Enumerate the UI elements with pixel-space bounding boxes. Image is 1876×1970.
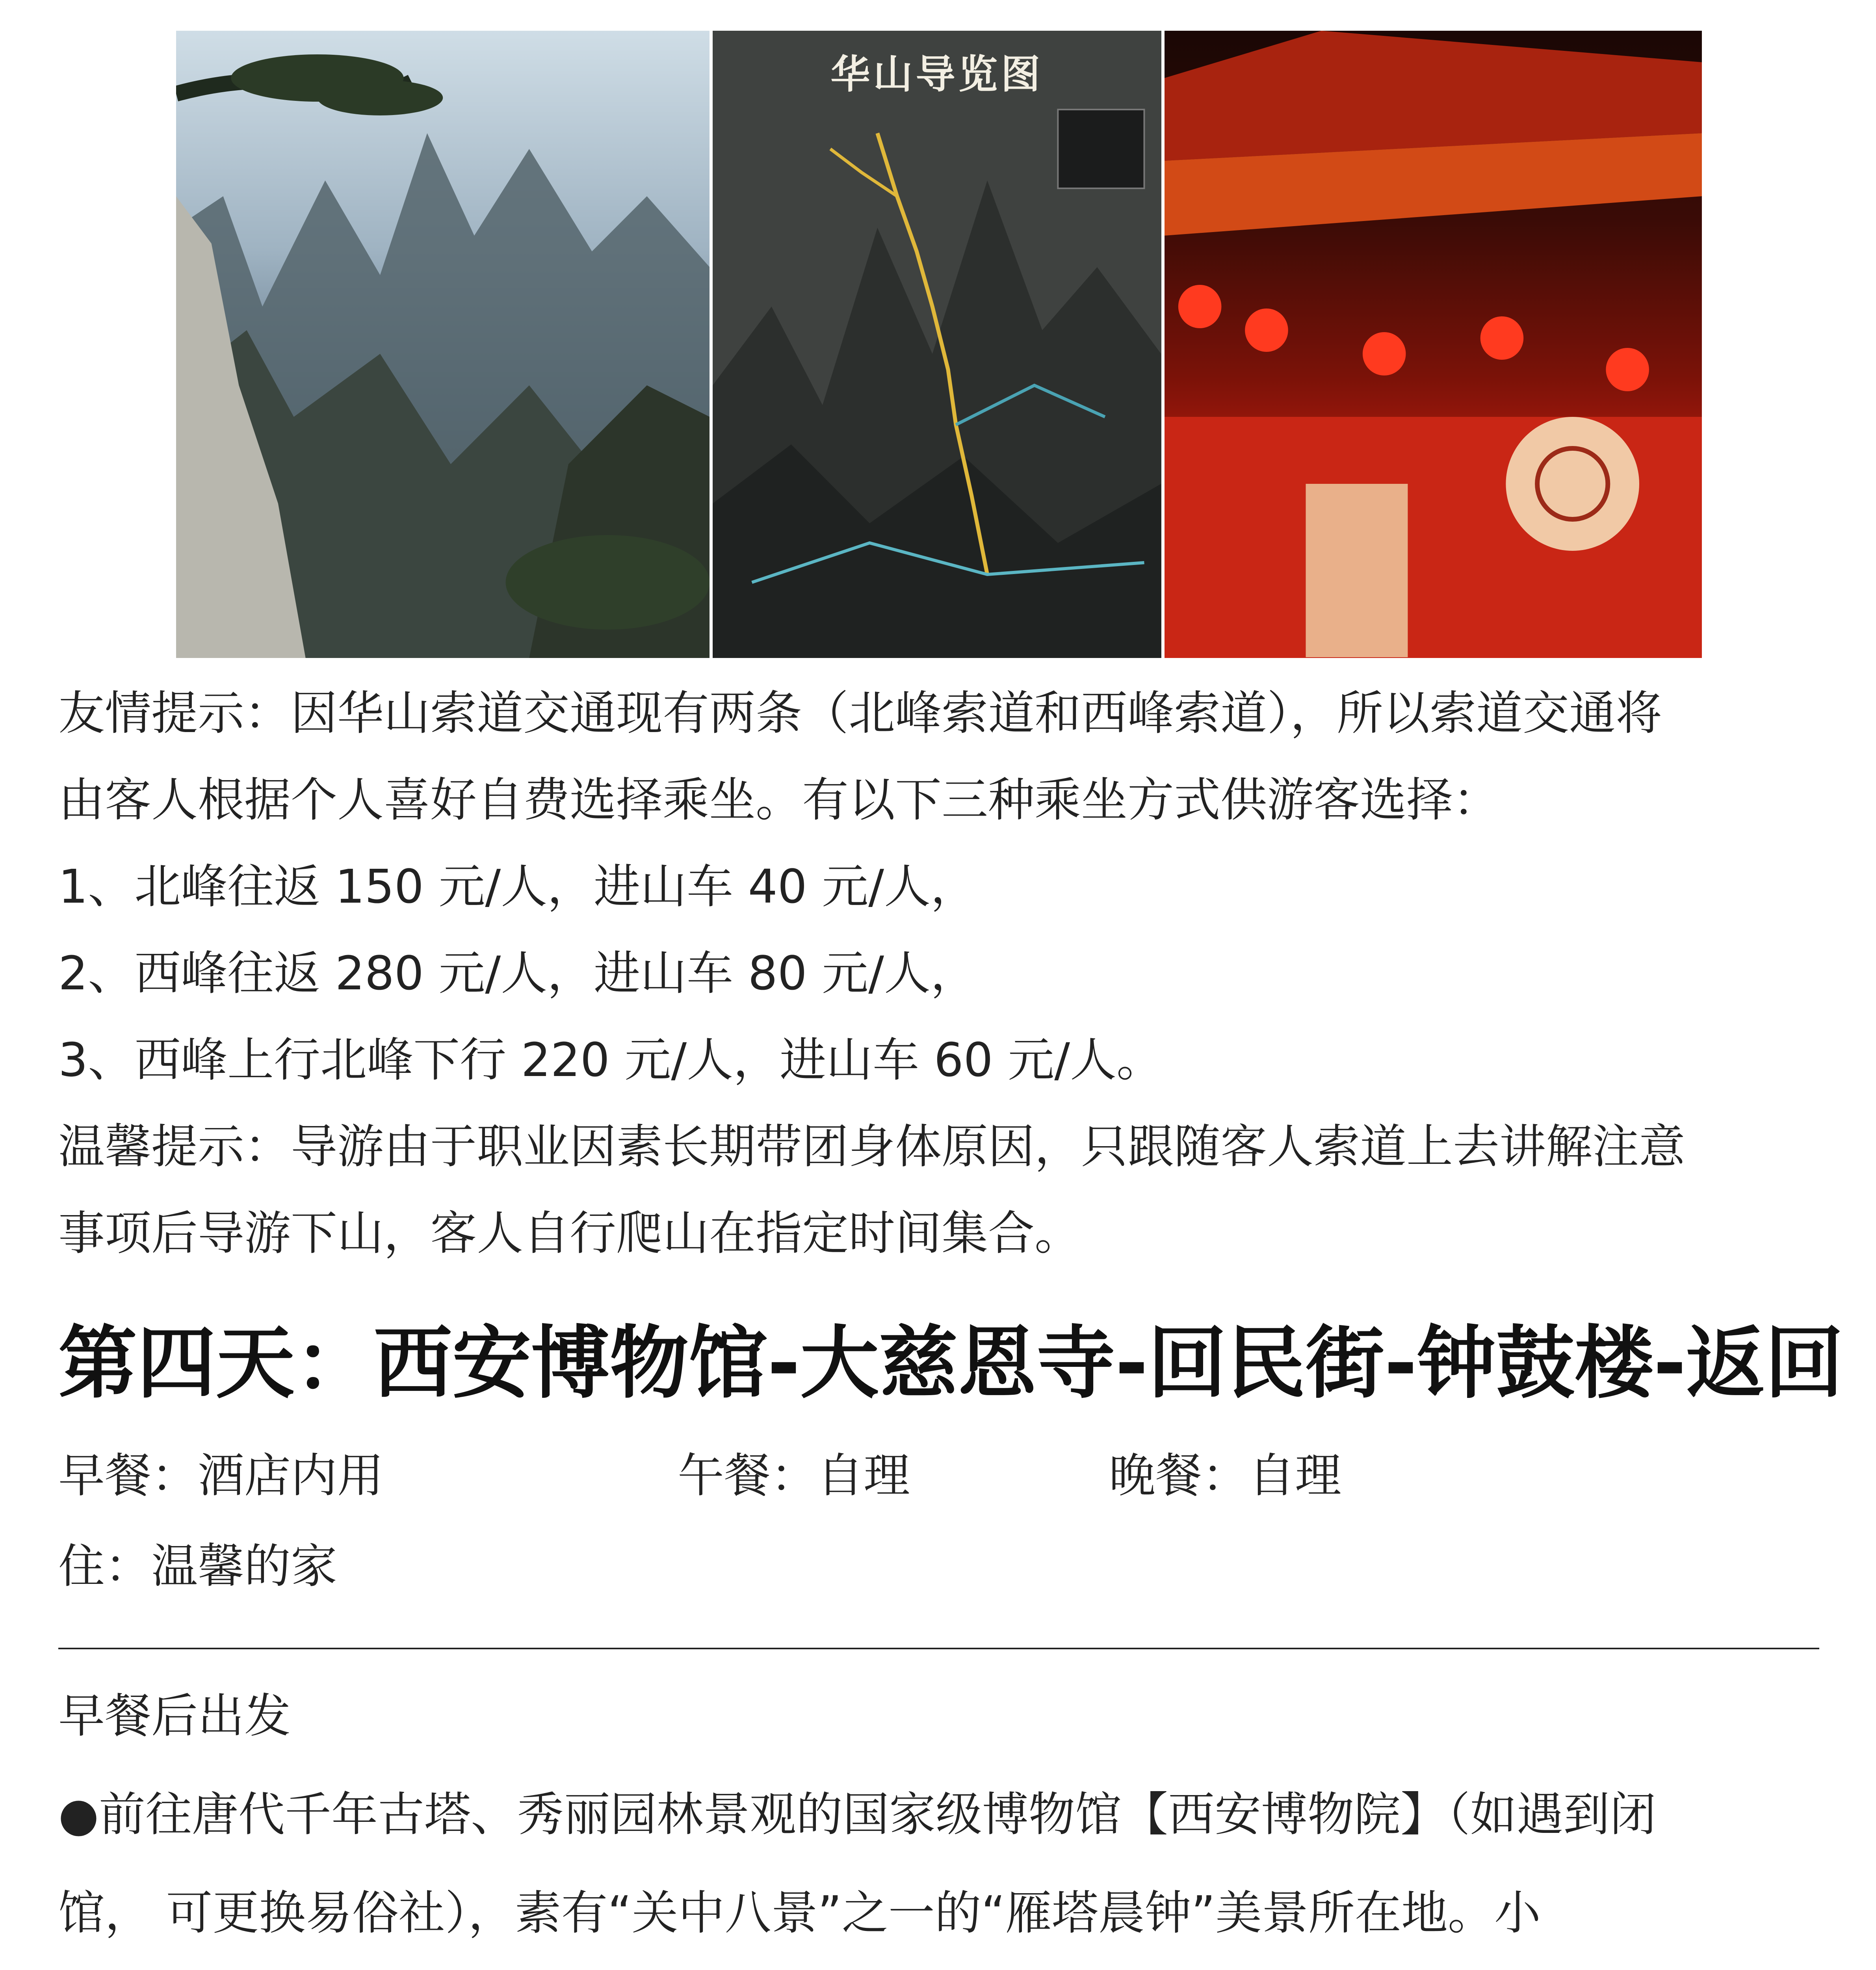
day4-itinerary [58, 1667, 1819, 1970]
cableway-option-1: 1、北峰往返 150 元/人，进山车 40 元/人， [58, 859, 977, 914]
museum-line-3 [58, 1962, 1819, 1970]
photo-strip [176, 31, 1702, 658]
map-title: 华山导览图 [830, 51, 1044, 97]
breakfast-info: 早餐：酒店内用 [58, 1448, 384, 1503]
huashan-map-image [710, 31, 1164, 658]
lantern-pavilion-night-photo [1165, 31, 1702, 658]
accommodation-info: 住：温馨的家 [58, 1539, 338, 1593]
friendly-tip-line-1: 友情提示：因华山索道交通现有两条（北峰索道和西峰索道），所以索道交通将 [58, 686, 1662, 740]
divider [58, 1648, 1819, 1649]
cableway-option-3: 3、西峰上行北峰下行 220 元/人，进山车 60 元/人。 [58, 1033, 1163, 1087]
cableway-option-2: 2、西峰往返 280 元/人，进山车 80 元/人， [58, 946, 977, 1000]
warm-tip-line-2: 事项后导游下山，客人自行爬山在指定时间集合。 [58, 1206, 1081, 1260]
warm-tip-line-1: 温馨提示：导游由于职业因素长期带团身体原因，只跟随客人索道上去讲解注意 [58, 1119, 1686, 1174]
dinner-info: 晚餐：自理 [1109, 1448, 1342, 1503]
depart-note: 早餐后出发 [58, 1689, 291, 1743]
mountain-landscape-photo [176, 31, 710, 658]
friendly-tip-line-2: 由客人根据个人喜好自费选择乘坐。有以下三种乘坐方式供游客选择： [58, 773, 1500, 827]
tips-block [58, 670, 1819, 1277]
lunch-info: 午餐：自理 [678, 1448, 910, 1503]
day4-title: 第四天：西安博物馆-大慈恩寺-回民街-钟鼓楼-返回 [58, 1318, 1844, 1409]
museum-line-2: 馆， 可更换易俗社），素有“关中八景”之一的“雁塔晨钟”美景所在地。小 [58, 1886, 1541, 1940]
museum-line-1: ●前往唐代千年古塔、秀丽园林景观的国家级博物馆【西安博物院】（如遇到闭 [58, 1787, 1656, 1842]
